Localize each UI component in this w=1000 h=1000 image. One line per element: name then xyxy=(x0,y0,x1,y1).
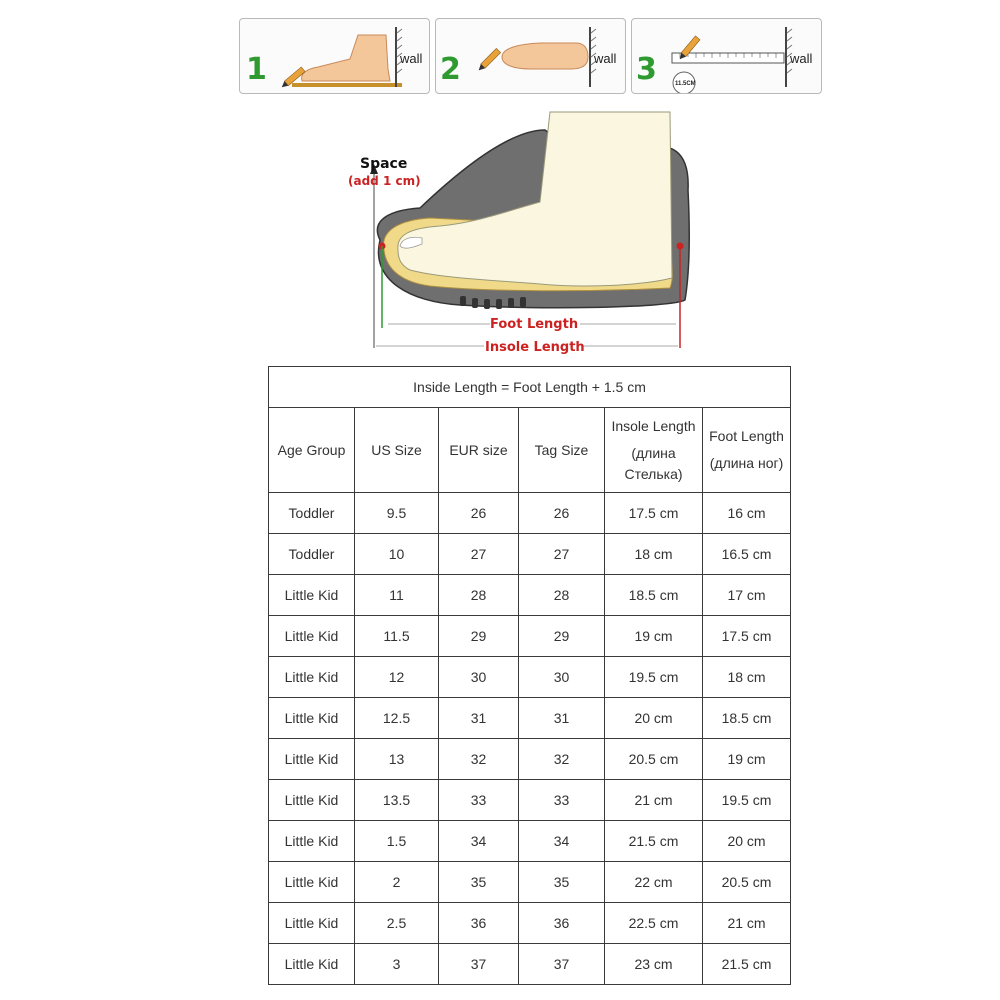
table-row xyxy=(269,862,791,903)
cell-age-group: Little Kid xyxy=(269,903,355,944)
cell-foot-length: 21.5 cm xyxy=(703,944,791,985)
cell-foot-length: 21 cm xyxy=(703,903,791,944)
floor-ruler xyxy=(292,83,402,87)
cell-eur-size: 33 xyxy=(439,780,519,821)
shoe-diagram xyxy=(340,110,700,360)
step-2-illustration xyxy=(436,19,626,94)
table-row xyxy=(269,739,791,780)
cell-insole-length: 20 cm xyxy=(605,698,703,739)
cell-age-group: Little Kid xyxy=(269,575,355,616)
cell-tag-size: 31 xyxy=(519,698,605,739)
cell-us-size: 13.5 xyxy=(355,780,439,821)
header-us-size: US Size xyxy=(355,408,439,493)
header-tag-size: Tag Size xyxy=(519,408,605,493)
table-row xyxy=(269,493,791,534)
step-number: 1 xyxy=(246,52,267,87)
header-foot-length-ru: (длина ног) xyxy=(709,455,784,471)
table-row xyxy=(269,575,791,616)
cell-foot-length: 20 cm xyxy=(703,821,791,862)
cell-tag-size: 28 xyxy=(519,575,605,616)
cell-us-size: 3 xyxy=(355,944,439,985)
cell-age-group: Toddler xyxy=(269,534,355,575)
foot-length-label: Foot Length xyxy=(490,317,579,332)
cell-us-size: 11.5 xyxy=(355,616,439,657)
cell-us-size: 12.5 xyxy=(355,698,439,739)
cell-eur-size: 29 xyxy=(439,616,519,657)
cell-tag-size: 36 xyxy=(519,903,605,944)
foot-side-icon xyxy=(302,35,390,81)
cell-eur-size: 34 xyxy=(439,821,519,862)
cell-eur-size: 28 xyxy=(439,575,519,616)
cell-us-size: 10 xyxy=(355,534,439,575)
cell-insole-length: 18.5 cm xyxy=(605,575,703,616)
cell-insole-length: 21.5 cm xyxy=(605,821,703,862)
wall-label: wall xyxy=(400,51,423,66)
cell-us-size: 2 xyxy=(355,862,439,903)
cell-tag-size: 32 xyxy=(519,739,605,780)
table-title-row xyxy=(269,367,791,408)
table-row xyxy=(269,944,791,985)
cell-insole-length: 20.5 cm xyxy=(605,739,703,780)
cell-insole-length: 23 cm xyxy=(605,944,703,985)
table-row xyxy=(269,534,791,575)
scale-label: 11.5CM xyxy=(675,81,696,87)
foot-top-icon xyxy=(502,43,588,69)
cell-foot-length: 16 cm xyxy=(703,493,791,534)
cell-tag-size: 33 xyxy=(519,780,605,821)
table-title: Inside Length = Foot Length + 1.5 cm xyxy=(269,367,791,408)
cell-eur-size: 31 xyxy=(439,698,519,739)
cell-tag-size: 35 xyxy=(519,862,605,903)
space-label: Space xyxy=(360,156,408,172)
step-number: 2 xyxy=(440,52,461,87)
cell-us-size: 9.5 xyxy=(355,493,439,534)
cell-foot-length: 17.5 cm xyxy=(703,616,791,657)
cell-insole-length: 22.5 cm xyxy=(605,903,703,944)
cell-foot-length: 20.5 cm xyxy=(703,862,791,903)
cell-foot-length: 18.5 cm xyxy=(703,698,791,739)
insole-length-label: Insole Length xyxy=(485,340,585,355)
cell-foot-length: 19.5 cm xyxy=(703,780,791,821)
cell-age-group: Little Kid xyxy=(269,698,355,739)
cell-eur-size: 26 xyxy=(439,493,519,534)
header-age-group: Age Group xyxy=(269,408,355,493)
table-row xyxy=(269,698,791,739)
step-1-illustration xyxy=(240,19,430,94)
size-chart-table xyxy=(268,366,791,985)
cell-eur-size: 35 xyxy=(439,862,519,903)
header-insole-length-ru: (длина Стелька) xyxy=(624,444,683,482)
header-foot-length-en: Foot Length xyxy=(709,428,784,444)
header-foot-length xyxy=(703,408,791,493)
step-2-panel xyxy=(435,18,626,94)
cell-insole-length: 17.5 cm xyxy=(605,493,703,534)
cell-tag-size: 34 xyxy=(519,821,605,862)
cell-us-size: 1.5 xyxy=(355,821,439,862)
cell-insole-length: 22 cm xyxy=(605,862,703,903)
cell-insole-length: 19.5 cm xyxy=(605,657,703,698)
add-space-label: (add 1 cm) xyxy=(348,174,421,188)
step-3-illustration xyxy=(632,19,822,94)
table-row xyxy=(269,903,791,944)
cell-tag-size: 30 xyxy=(519,657,605,698)
header-eur-size: EUR size xyxy=(439,408,519,493)
cell-age-group: Little Kid xyxy=(269,780,355,821)
cell-age-group: Little Kid xyxy=(269,944,355,985)
cell-eur-size: 27 xyxy=(439,534,519,575)
table-row xyxy=(269,657,791,698)
step-1-panel xyxy=(239,18,430,94)
table-header-row xyxy=(269,408,791,493)
cell-insole-length: 19 cm xyxy=(605,616,703,657)
cell-foot-length: 17 cm xyxy=(703,575,791,616)
cell-us-size: 2.5 xyxy=(355,903,439,944)
table-row xyxy=(269,616,791,657)
table-row xyxy=(269,821,791,862)
cell-us-size: 12 xyxy=(355,657,439,698)
table-row xyxy=(269,780,791,821)
cell-tag-size: 26 xyxy=(519,493,605,534)
cell-tag-size: 29 xyxy=(519,616,605,657)
header-insole-length xyxy=(605,408,703,493)
cell-age-group: Little Kid xyxy=(269,739,355,780)
wall-label: wall xyxy=(790,51,813,66)
step-3-panel xyxy=(631,18,822,94)
cell-foot-length: 19 cm xyxy=(703,739,791,780)
cell-us-size: 11 xyxy=(355,575,439,616)
cell-eur-size: 36 xyxy=(439,903,519,944)
cell-insole-length: 21 cm xyxy=(605,780,703,821)
cell-age-group: Little Kid xyxy=(269,657,355,698)
cell-eur-size: 37 xyxy=(439,944,519,985)
cell-foot-length: 18 cm xyxy=(703,657,791,698)
cell-age-group: Little Kid xyxy=(269,862,355,903)
cell-age-group: Little Kid xyxy=(269,821,355,862)
cell-foot-length: 16.5 cm xyxy=(703,534,791,575)
cell-insole-length: 18 cm xyxy=(605,534,703,575)
pencil-icon xyxy=(477,48,501,72)
cell-age-group: Toddler xyxy=(269,493,355,534)
cell-tag-size: 27 xyxy=(519,534,605,575)
cell-tag-size: 37 xyxy=(519,944,605,985)
cell-age-group: Little Kid xyxy=(269,616,355,657)
wall-label: wall xyxy=(594,51,617,66)
cell-us-size: 13 xyxy=(355,739,439,780)
cell-eur-size: 32 xyxy=(439,739,519,780)
cell-eur-size: 30 xyxy=(439,657,519,698)
step-number: 3 xyxy=(636,52,657,87)
header-insole-length-en: Insole Length xyxy=(611,417,696,434)
